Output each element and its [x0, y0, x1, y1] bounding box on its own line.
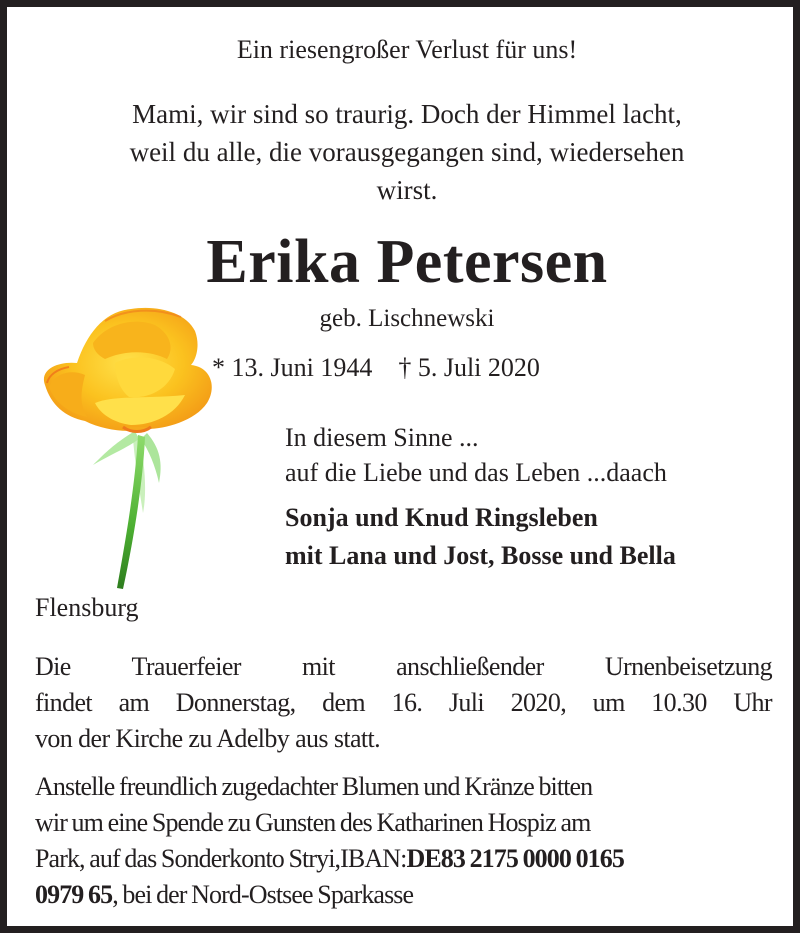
intro-text [7, 95, 800, 209]
donation-info [35, 769, 772, 913]
donation-line [35, 841, 772, 877]
life-dates [212, 352, 540, 384]
funeral-info [35, 649, 772, 757]
death-date: † 5. Juli 2020 [398, 353, 540, 382]
yellow-rose-image [35, 303, 220, 593]
funeral-line: findet am Donnerstag, dem 16. Juli 2020, um 10.30 Uhr [35, 688, 772, 717]
deceased-name: Erika Petersen [206, 228, 608, 296]
funeral-line: von der Kirche zu Adelby aus statt. [35, 724, 381, 753]
quote-line: In diesem Sinne ... [285, 423, 479, 452]
signers [285, 499, 676, 575]
place: Flensburg [35, 593, 139, 622]
donation-line: Anstelle freundlich zugedachter Blumen und Kränze bitten [35, 772, 593, 801]
bank-text: , bei der Nord-Ostsee Sparkasse [112, 880, 414, 909]
signer-line: Sonja und Knud Ringsleben [285, 503, 598, 532]
funeral-line: Die Trauerfeier mit anschließender Urnenbeisetzung [35, 652, 772, 681]
iban-part-2: 0979 65 [35, 880, 113, 909]
quote-line: auf die Liebe und das Leben ...daach [285, 458, 667, 487]
donation-line [35, 877, 772, 913]
iban-part-1: DE83 2175 0000 0165 [406, 844, 624, 873]
headline: Ein riesengroßer Verlust für uns! [236, 35, 578, 64]
signer-line: mit Lana und Jost, Bosse und Bella [285, 541, 676, 570]
intro-line: wirst. [376, 175, 438, 205]
donation-account-text: Park, auf das Sonderkonto Stryi,IBAN: [35, 844, 407, 873]
donation-line: wir um eine Spende zu Gunsten des Katharinen Hospiz am [35, 808, 591, 837]
intro-line: weil du alle, die vorausgegangen sind, wiedersehen [129, 137, 685, 167]
quote [285, 420, 667, 490]
maiden-name: geb. Lischnewski [319, 305, 495, 332]
birth-date: * 13. Juni 1944 [212, 353, 373, 382]
intro-line: Mami, wir sind so traurig. Doch der Himmel lacht, [132, 99, 682, 129]
